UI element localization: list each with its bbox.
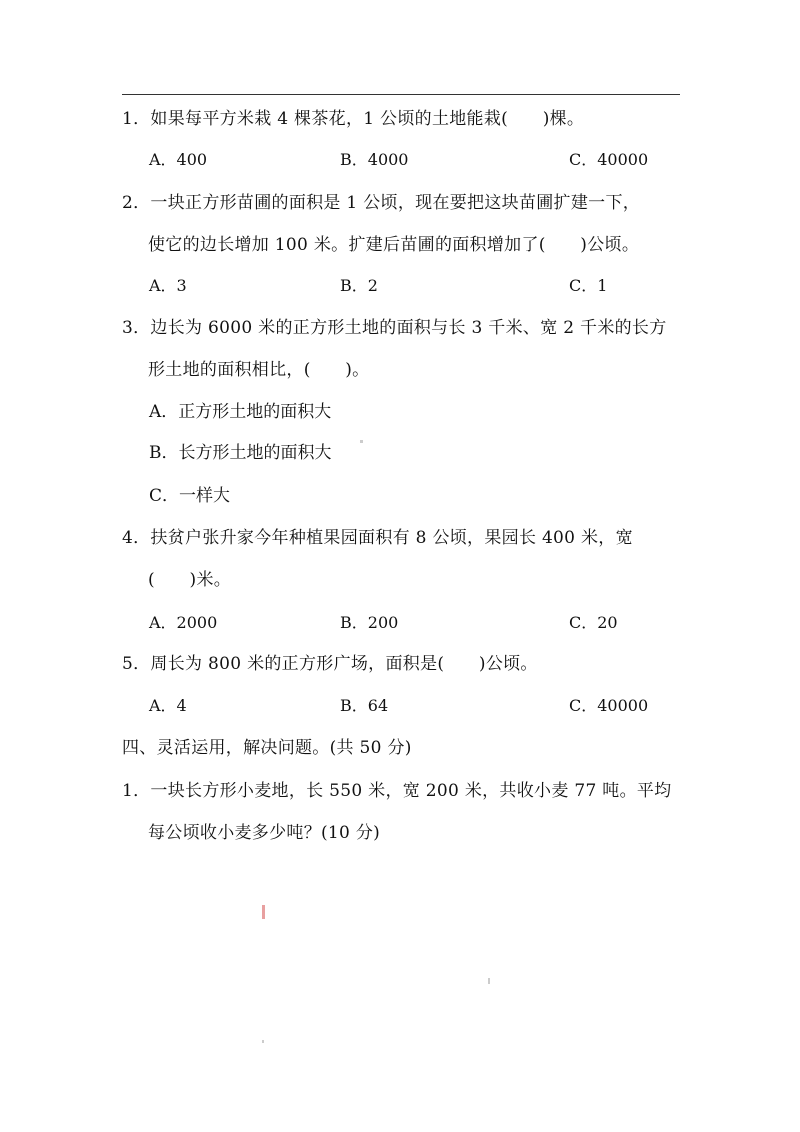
section-4-heading: 四、灵活运用，解决问题。(共 50 分) [122, 738, 412, 758]
question-2-stem-line-2: 使它的边长增加 100 米。扩建后苗圃的面积增加了( )公顷。 [148, 235, 640, 255]
question-1-option-b: B．4000 [340, 150, 409, 169]
question-5-option-c: C．40000 [569, 696, 649, 715]
question-2-option-b: B．2 [340, 276, 378, 295]
scan-speck [262, 1040, 264, 1043]
question-5-option-b: B．64 [340, 696, 389, 715]
question-4-stem-line-1: 4．扶贫户张升家今年种植果园面积有 8 公顷，果园长 400 米，宽 [122, 528, 633, 548]
question-2-stem-line-1: 2．一块正方形苗圃的面积是 1 公顷，现在要把这块苗圃扩建一下， [122, 193, 641, 213]
section-4-question-1-line-2: 每公顷收小麦多少吨？(10 分) [148, 823, 381, 843]
scan-speck [488, 978, 490, 984]
question-1-option-c: C．40000 [569, 150, 649, 169]
question-4-option-a: A．2000 [149, 613, 218, 632]
question-3-stem-line-2: 形土地的面积相比，( )。 [148, 360, 370, 380]
scan-speck [262, 905, 265, 919]
header-rule [122, 94, 680, 95]
question-5-stem: 5．周长为 800 米的正方形广场，面积是( )公顷。 [122, 654, 538, 674]
question-4-option-b: B．200 [340, 613, 399, 632]
question-4-stem-line-2: ( )米。 [148, 570, 232, 590]
question-1-option-a: A．400 [149, 150, 208, 169]
question-2-option-a: A．3 [149, 276, 187, 295]
scan-speck [360, 440, 363, 443]
question-1-stem: 1．如果每平方米栽 4 棵茶花，1 公顷的土地能栽( )棵。 [122, 109, 585, 129]
question-5-option-a: A．4 [149, 696, 187, 715]
question-3-option-a: A．正方形土地的面积大 [149, 402, 332, 422]
question-2-option-c: C．1 [569, 276, 608, 295]
question-4-option-c: C．20 [569, 613, 618, 632]
section-4-question-1-line-1: 1．一块长方形小麦地，长 550 米，宽 200 米，共收小麦 77 吨。平均 [122, 781, 672, 801]
question-3-stem-line-1: 3．边长为 6000 米的正方形土地的面积与长 3 千米、宽 2 千米的长方 [122, 318, 667, 338]
question-3-option-b: B．长方形土地的面积大 [149, 443, 332, 463]
question-3-option-c: C．一样大 [149, 486, 231, 506]
